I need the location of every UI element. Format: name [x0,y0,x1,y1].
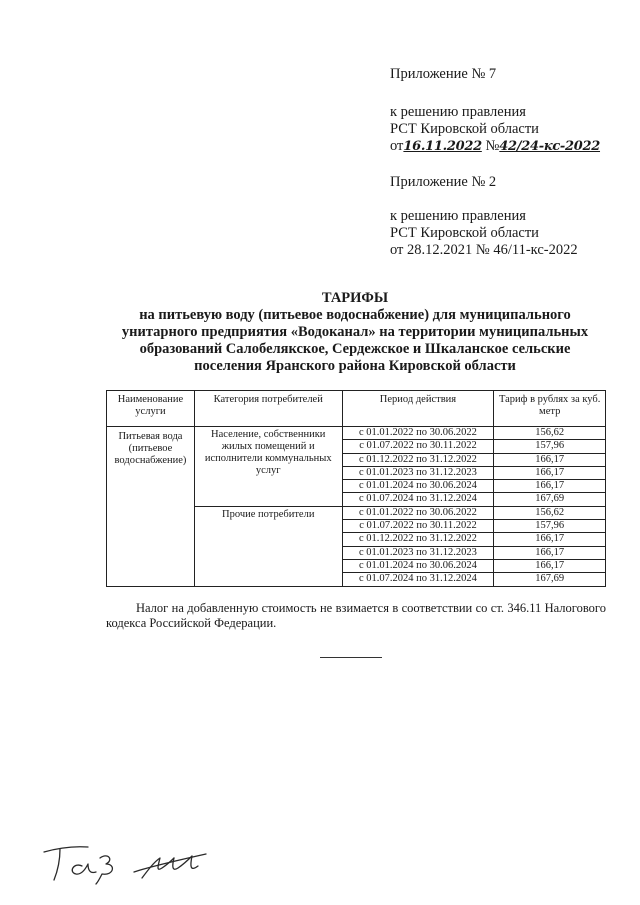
tariff-cell: 157,96 [494,440,606,453]
period-cell: с 01.12.2022 по 31.12.2022 [342,453,494,466]
tariff-cell: 167,69 [494,493,606,506]
tariff-cell: 156,62 [494,427,606,440]
header-tariff: Тариф в рублях за куб. метр [494,391,606,427]
appendix-2-decision: к решению правления [390,208,526,224]
period-cell: с 01.07.2024 по 31.12.2024 [342,573,494,586]
appendix-7-prefix: от [390,138,404,154]
tariff-cell: 166,17 [494,480,606,493]
period-cell: с 01.01.2023 по 31.12.2023 [342,466,494,479]
tariff-cell: 166,17 [494,466,606,479]
closing-divider [320,657,382,658]
period-cell: с 01.07.2024 по 31.12.2024 [342,493,494,506]
appendix-7-title: Приложение № 7 [390,66,497,82]
period-cell: с 01.01.2022 по 30.06.2022 [342,506,494,519]
document-heading: ТАРИФЫ [321,290,389,306]
document-subtitle-line-3: образований Салобелякское, Сердежское и Шкаланское сельские [139,341,571,357]
document-subtitle-line-4: поселения Яранского района Кировской области [194,358,516,374]
period-cell: с 01.07.2022 по 30.11.2022 [342,440,494,453]
service-name: Питьевая вода (питьевое водоснабжение) [107,427,195,587]
appendix-7-num-sign: № [485,138,500,154]
period-cell: с 01.07.2022 по 30.11.2022 [342,520,494,533]
tariff-cell: 166,17 [494,559,606,572]
appendix-7-decision: к решению правления [390,104,526,120]
vat-note: Налог на добавленную стоимость не взимается в соответствии со ст. 346.11 Налогового кодекса Российской Федерации. [106,601,606,630]
period-cell: с 01.01.2024 по 30.06.2024 [342,559,494,572]
tariff-cell: 157,96 [494,520,606,533]
period-cell: с 01.01.2022 по 30.06.2022 [342,427,494,440]
document-subtitle-line-2: унитарного предприятия «Водоканал» на территории муниципальных [121,324,589,340]
table-row [107,427,606,440]
appendix-2-date-number: от 28.12.2021 № 46/11-кс-2022 [390,242,578,258]
tariff-cell: 166,17 [494,533,606,546]
handwritten-initials-signature [30,838,220,888]
table-header-row [107,391,606,427]
period-cell: с 01.01.2024 по 30.06.2024 [342,480,494,493]
category-other: Прочие потребители [194,506,342,586]
period-cell: с 01.01.2023 по 31.12.2023 [342,546,494,559]
period-cell: с 01.12.2022 по 31.12.2022 [342,533,494,546]
appendix-7-number: 42/24-кс-2022 [499,139,601,154]
appendix-7-date-line [390,138,600,155]
tariff-cell: 156,62 [494,506,606,519]
tariff-table [106,390,606,587]
appendix-2-authority: РСТ Кировской области [390,225,539,241]
appendix-7-date: 16.11.2022 [403,139,482,154]
appendix-2-title: Приложение № 2 [390,174,497,190]
tariff-cell: 166,17 [494,546,606,559]
header-service: Наименование услуги [107,391,195,427]
tariff-cell: 167,69 [494,573,606,586]
document-subtitle-line-1: на питьевую воду (питьевое водоснабжение) для муниципального [139,307,571,323]
header-category: Категория потребителей [194,391,342,427]
header-period: Период действия [342,391,494,427]
appendix-7-authority: РСТ Кировской области [390,121,539,137]
tariff-cell: 166,17 [494,453,606,466]
category-population: Население, собственники жилых помещений и исполнители коммунальных услуг [194,427,342,507]
